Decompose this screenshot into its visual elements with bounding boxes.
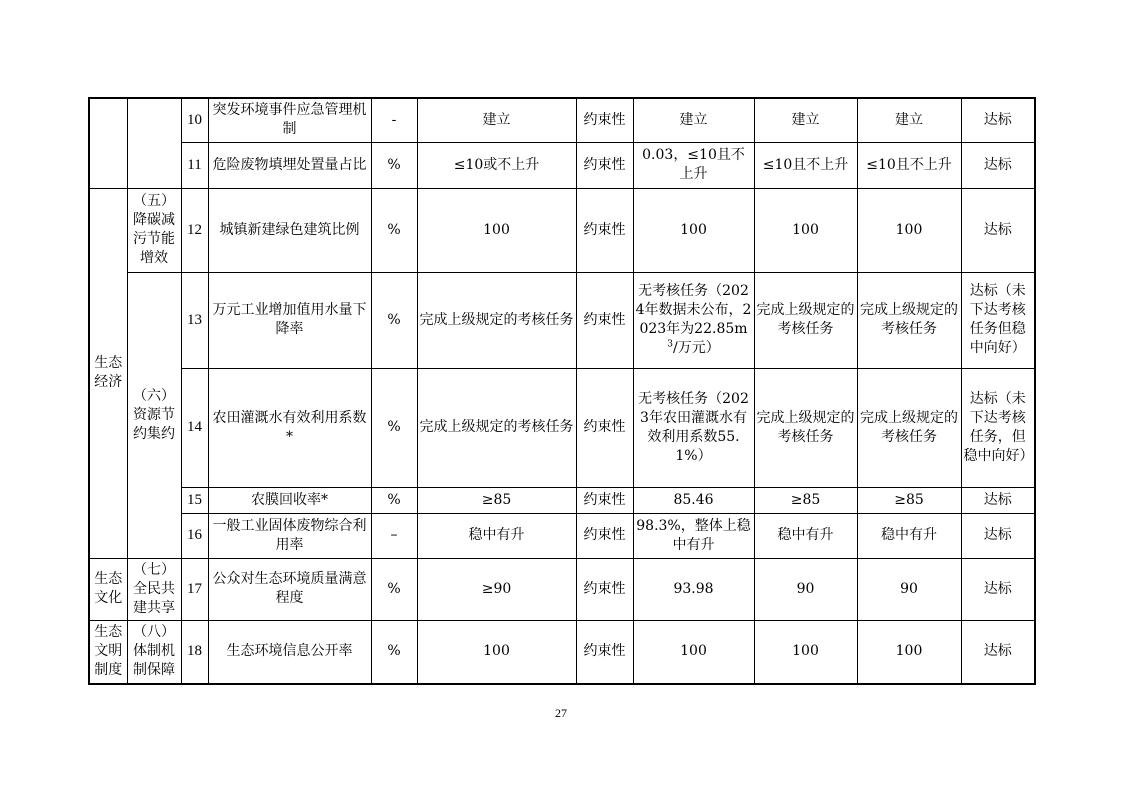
- status-cell: 建立: [633, 98, 754, 142]
- status-cell: 93.98: [633, 558, 754, 620]
- table-row: [89, 487, 1035, 513]
- year-2026-cell: 完成上级规定的考核任务: [857, 368, 961, 487]
- status-superscript: 3: [667, 339, 673, 350]
- evaluation-cell: 达标（未下达考核任务，但稳中向好）: [961, 368, 1035, 487]
- unit-cell: -: [371, 98, 417, 142]
- row-number: 11: [181, 142, 208, 188]
- year-2026-cell: 稳中有升: [857, 513, 961, 558]
- target-cell: 完成上级规定的考核任务: [417, 368, 576, 487]
- row-number: 15: [181, 487, 208, 513]
- subcategory-eight: （八）体制机制保障: [127, 620, 181, 684]
- category-cell-empty: [89, 98, 127, 188]
- nature-cell: 约束性: [576, 487, 633, 513]
- status-cell: 85.46: [633, 487, 754, 513]
- status-cell: 0.03，≤10且不上升: [633, 142, 754, 188]
- status-text: 无考核任务（2024年数据未公布，2023年为22.85m: [635, 283, 752, 337]
- unit-cell: %: [371, 487, 417, 513]
- table-row: [89, 188, 1035, 272]
- year-2025-cell: ≥85: [754, 487, 857, 513]
- status-cell: 98.3%，整体上稳中有升: [633, 513, 754, 558]
- row-number: 10: [181, 98, 208, 142]
- unit-cell: %: [371, 142, 417, 188]
- indicator-name: 农田灌溉水有效利用系数*: [208, 368, 371, 487]
- table-row: [89, 98, 1035, 142]
- unit-cell: %: [371, 620, 417, 684]
- table-row: [89, 558, 1035, 620]
- target-cell: ≤10或不上升: [417, 142, 576, 188]
- nature-cell: 约束性: [576, 98, 633, 142]
- status-text-end: /万元）: [673, 340, 720, 356]
- indicator-name: 万元工业增加值用水量下降率: [208, 272, 371, 368]
- year-2026-cell: 建立: [857, 98, 961, 142]
- year-2026-cell: ≥85: [857, 487, 961, 513]
- table-row: [89, 368, 1035, 487]
- row-number: 13: [181, 272, 208, 368]
- unit-cell: %: [371, 272, 417, 368]
- year-2026-cell: 100: [857, 620, 961, 684]
- indicator-name: 公众对生态环境质量满意程度: [208, 558, 371, 620]
- status-cell: [633, 272, 754, 368]
- page-number: 27: [555, 706, 567, 720]
- indicator-name: 危险废物填埋处置量占比: [208, 142, 371, 188]
- year-2025-cell: 90: [754, 558, 857, 620]
- category-eco-civ-system: 生态文明制度: [89, 620, 127, 684]
- unit-cell: %: [371, 558, 417, 620]
- unit-cell: –: [371, 513, 417, 558]
- indicator-name: 生态环境信息公开率: [208, 620, 371, 684]
- evaluation-cell: 达标: [961, 620, 1035, 684]
- target-cell: 完成上级规定的考核任务: [417, 272, 576, 368]
- row-number: 18: [181, 620, 208, 684]
- evaluation-cell: 达标: [961, 98, 1035, 142]
- nature-cell: 约束性: [576, 368, 633, 487]
- indicator-table: [88, 97, 1036, 685]
- status-cell: 100: [633, 620, 754, 684]
- row-number: 12: [181, 188, 208, 272]
- subcategory-cell-empty: [127, 98, 181, 188]
- evaluation-cell: 达标: [961, 558, 1035, 620]
- subcategory-five: （五）降碳减污节能增效: [127, 188, 181, 272]
- evaluation-cell: 达标: [961, 513, 1035, 558]
- indicator-name: 农膜回收率*: [208, 487, 371, 513]
- row-number: 17: [181, 558, 208, 620]
- indicator-name: 突发环境事件应急管理机制: [208, 98, 371, 142]
- evaluation-cell: 达标: [961, 188, 1035, 272]
- evaluation-cell: 达标: [961, 142, 1035, 188]
- row-number: 16: [181, 513, 208, 558]
- nature-cell: 约束性: [576, 272, 633, 368]
- status-cell: 100: [633, 188, 754, 272]
- unit-cell: %: [371, 188, 417, 272]
- year-2025-cell: ≤10且不上升: [754, 142, 857, 188]
- target-cell: 100: [417, 188, 576, 272]
- target-cell: ≥85: [417, 487, 576, 513]
- target-cell: ≥90: [417, 558, 576, 620]
- table-row: [89, 272, 1035, 368]
- evaluation-cell: 达标（未下达考核任务但稳中向好）: [961, 272, 1035, 368]
- nature-cell: 约束性: [576, 188, 633, 272]
- category-eco-culture: 生态文化: [89, 558, 127, 620]
- year-2026-cell: ≤10且不上升: [857, 142, 961, 188]
- nature-cell: 约束性: [576, 142, 633, 188]
- year-2026-cell: 90: [857, 558, 961, 620]
- nature-cell: 约束性: [576, 620, 633, 684]
- table-row: [89, 513, 1035, 558]
- unit-cell: %: [371, 368, 417, 487]
- subcategory-seven: （七）全民共建共享: [127, 558, 181, 620]
- subcategory-six: （六）资源节约集约: [127, 272, 181, 558]
- year-2025-cell: 100: [754, 188, 857, 272]
- year-2025-cell: 完成上级规定的考核任务: [754, 272, 857, 368]
- indicator-name: 一般工业固体废物综合利用率: [208, 513, 371, 558]
- year-2026-cell: 完成上级规定的考核任务: [857, 272, 961, 368]
- year-2025-cell: 100: [754, 620, 857, 684]
- target-cell: 建立: [417, 98, 576, 142]
- year-2025-cell: 稳中有升: [754, 513, 857, 558]
- row-number: 14: [181, 368, 208, 487]
- nature-cell: 约束性: [576, 558, 633, 620]
- year-2025-cell: 完成上级规定的考核任务: [754, 368, 857, 487]
- table-row: [89, 142, 1035, 188]
- year-2026-cell: 100: [857, 188, 961, 272]
- target-cell: 稳中有升: [417, 513, 576, 558]
- category-eco-economy: 生态经济: [89, 188, 127, 558]
- indicator-name: 城镇新建绿色建筑比例: [208, 188, 371, 272]
- table-row: [89, 620, 1035, 684]
- nature-cell: 约束性: [576, 513, 633, 558]
- year-2025-cell: 建立: [754, 98, 857, 142]
- status-cell: 无考核任务（2023年农田灌溉水有效利用系数55.1%）: [633, 368, 754, 487]
- evaluation-cell: 达标: [961, 487, 1035, 513]
- target-cell: 100: [417, 620, 576, 684]
